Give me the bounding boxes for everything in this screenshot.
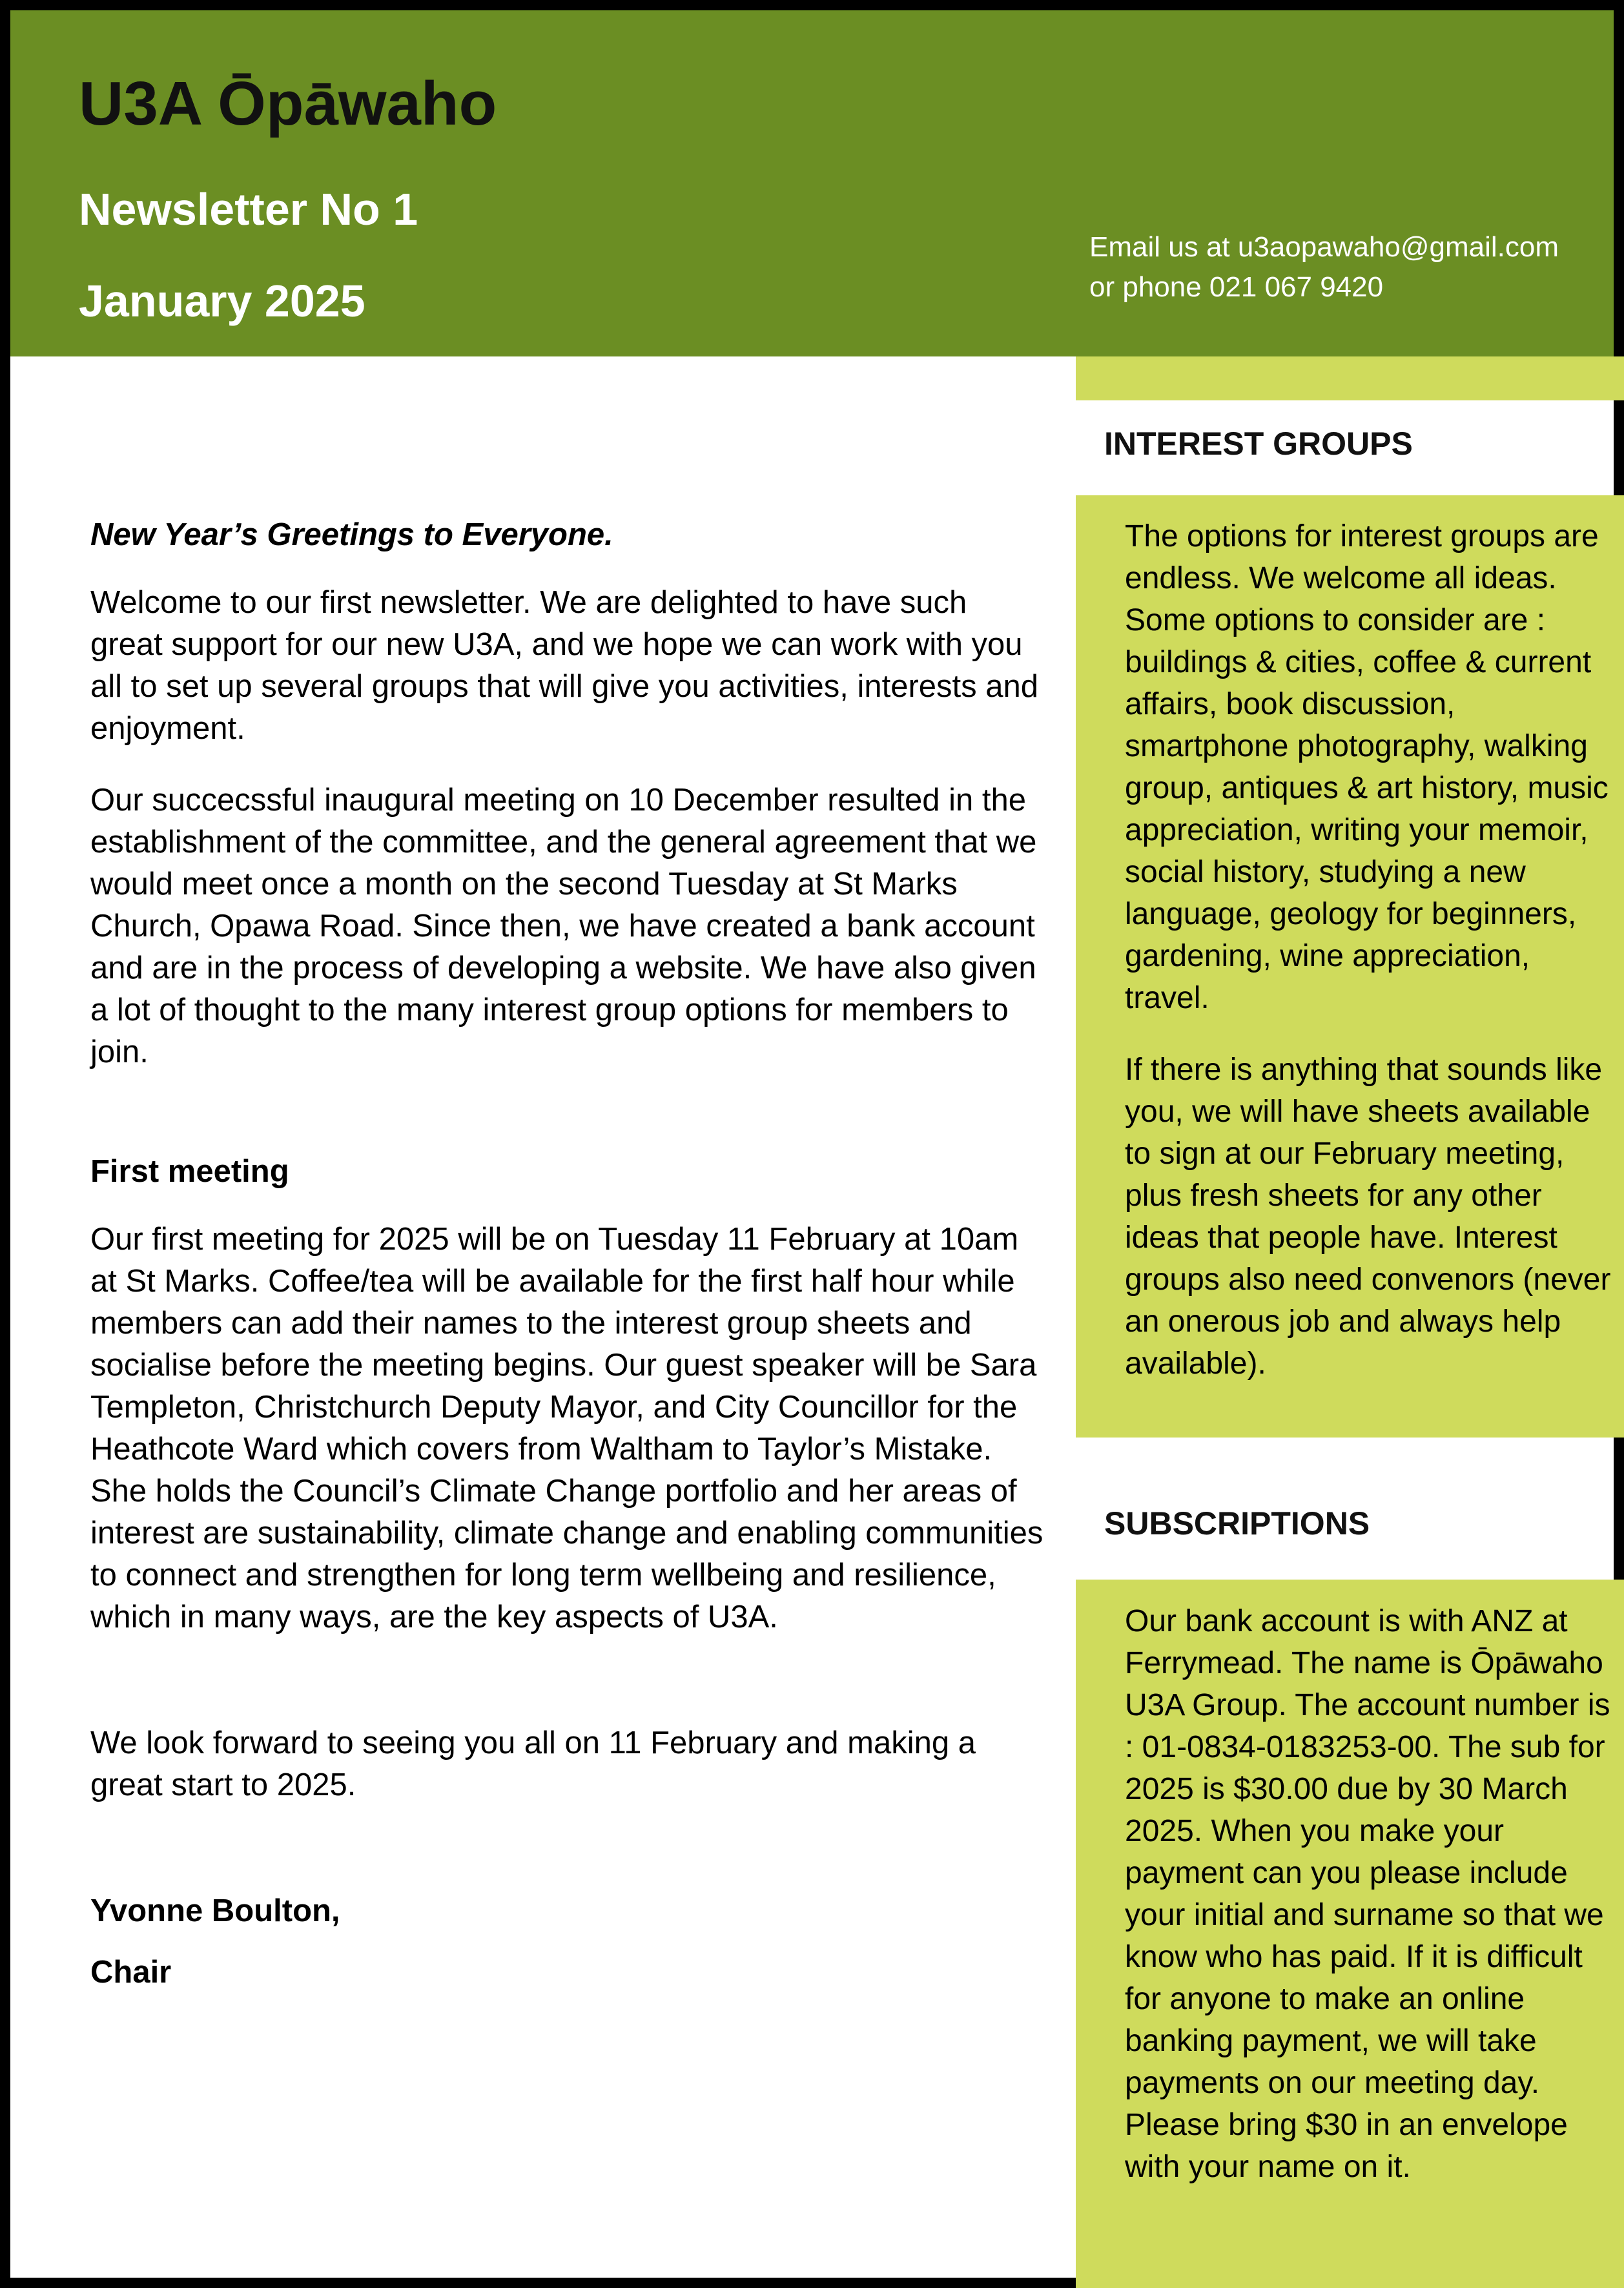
interest-groups-paragraph-2: If there is anything that sounds like you, we will have sheets available to sign at our February meeting, plus fresh sheets for any other ideas that people have. Interest groups also need convenors (never an onerous job and always help available). <box>1125 1053 1611 1381</box>
first-meeting-heading: First meeting <box>90 1154 289 1189</box>
newsletter-number: Newsletter No 1 <box>79 184 418 234</box>
greeting-heading: New Year’s Greetings to Everyone. <box>90 517 613 552</box>
subscriptions-heading: SUBSCRIPTIONS <box>1104 1505 1370 1541</box>
contact-phone: or phone 021 067 9420 <box>1089 271 1384 303</box>
closing-paragraph: We look forward to seeing you all on 11 February and making a great start to 2025. <box>90 1726 976 1802</box>
interest-groups-paragraph-1: The options for interest groups are endless. We welcome all ideas. Some options to consider are : buildings & cities, coffee & current affairs, book discussion, smartphone photography, walking group, antiques & art history, music appreciation, writing your memoir, social history, studying a new language, geology for beginners, gardening, wine appreciation, travel. <box>1125 519 1609 1015</box>
contact-email: Email us at u3aopawaho@gmail.com <box>1089 231 1559 263</box>
signature-name: Yvonne Boulton, <box>90 1893 340 1928</box>
first-meeting-paragraph: Our first meeting for 2025 will be on Tuesday 11 February at 10am at St Marks. Coffee/tea will be available for the first half hour while members can add their names to the interest group sheets and socialise before the meeting begins. Our guest speaker will be Sara Templeton, Christchurch Deputy Mayor, and City Councillor for the Heathcote Ward which covers from Waltham to Taylor’s Mistake. She holds the Council’s Climate Change portfolio and her areas of interest are sustainability, climate change and enabling communities to connect and strengthen for long term wellbeing and resilience, which in many ways, are the key aspects of U3A. <box>90 1222 1043 1634</box>
intro-paragraph-2: Our succecssful inaugural meeting on 10 December resulted in the establishment of the committee, and the general agreement that we would meet once a month on the second Tuesday at St Marks Church, Opawa Road. Since then, we have created a bank account and are in the process of developing a website. We have also given a lot of thought to the many interest group options for members to join. <box>90 783 1037 1069</box>
intro-paragraph-1: Welcome to our first newsletter. We are delighted to have such great support for our new U3A, and we hope we can work with you all to set up several groups that will give you activities, interests and enjoyment. <box>90 585 1039 746</box>
sidebar-band-top <box>1076 356 1624 400</box>
contact-info <box>1089 227 1559 307</box>
signature-role: Chair <box>90 1955 172 1990</box>
sidebar <box>1076 356 1624 2288</box>
subscriptions-paragraph: Our bank account is with ANZ at Ferrymead. The name is Ōpāwaho U3A Group. The account number is : 01-0834-0183253-00. The sub for 2025 is $30.00 due by 30 March 2025. When you make your payment can you please include your initial and surname so that we know who has paid. If it is difficult for anyone to make an online banking payment, we will take payments on our meeting day. Please bring $30 in an envelope with your name on it. <box>1125 1604 1610 2184</box>
interest-groups-heading: INTEREST GROUPS <box>1104 426 1413 462</box>
org-title: U3A Ōpāwaho <box>79 69 497 138</box>
interest-groups-text <box>1125 515 1616 1414</box>
header-banner <box>10 10 1614 356</box>
main-column <box>90 514 1046 2023</box>
subscriptions-text <box>1125 1600 1616 2218</box>
issue-date: January 2025 <box>79 276 365 326</box>
